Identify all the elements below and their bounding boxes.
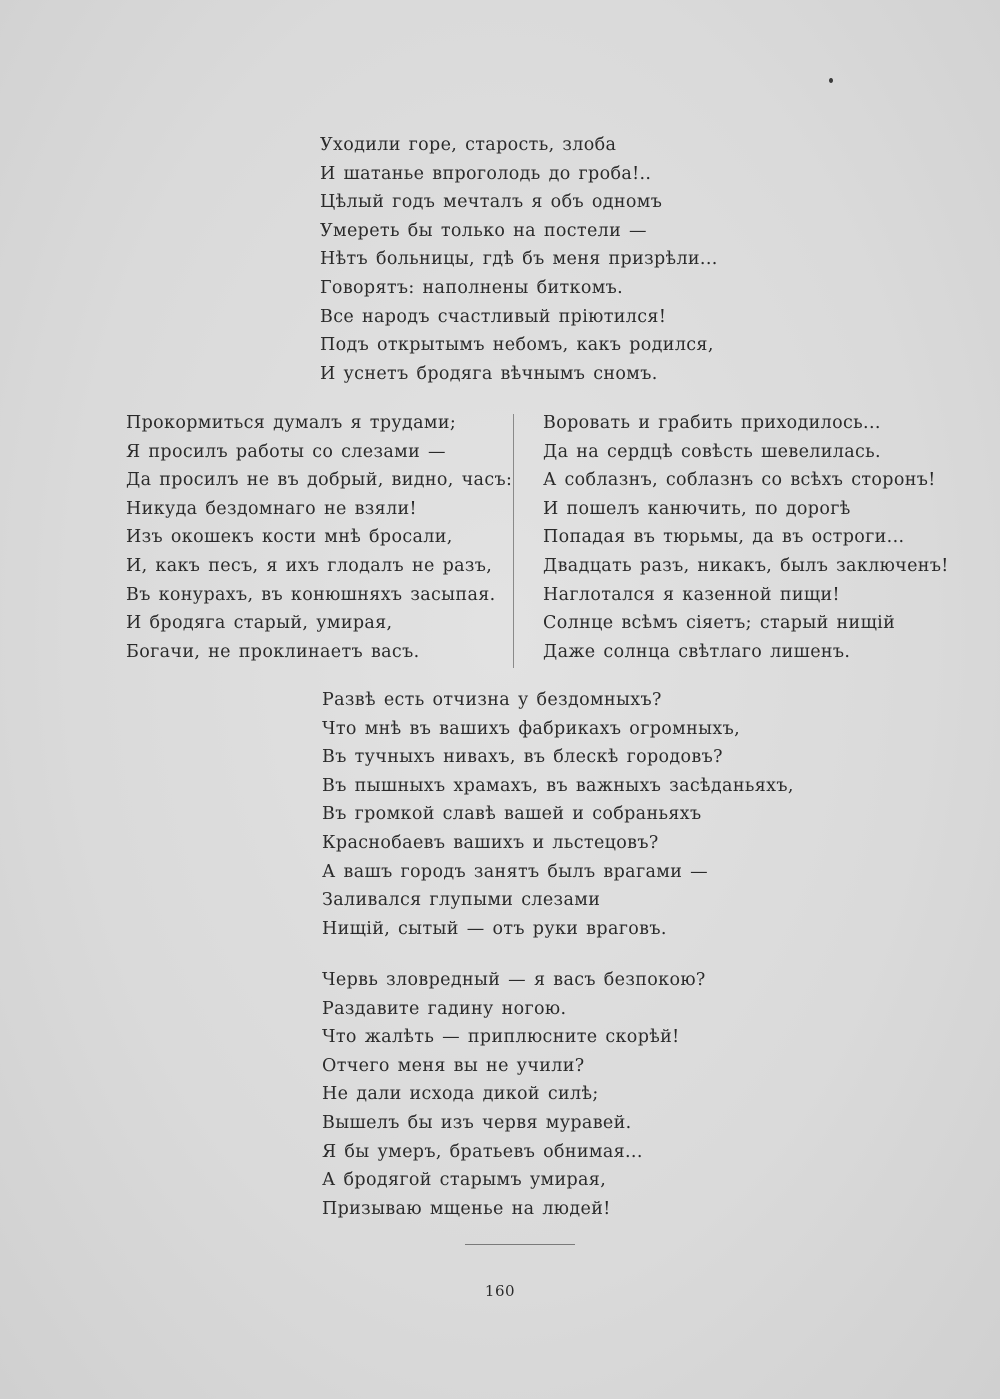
verse-line: И пошелъ канючить, по дорогѣ bbox=[543, 498, 851, 519]
verse-line: Нищій, сытый — отъ руки враговъ. bbox=[322, 918, 667, 939]
verse-line: Никуда бездомнаго не взяли! bbox=[126, 498, 417, 519]
verse-line: Попадая въ тюрьмы, да въ остроги... bbox=[543, 527, 905, 548]
verse-line: Что жалѣть — приплюсните скорѣй! bbox=[322, 1027, 680, 1048]
verse-line: Въ конурахъ, въ конюшняхъ засыпая. bbox=[126, 584, 496, 605]
stanza-3-right-column bbox=[543, 409, 949, 666]
verse-line: Не дали исхода дикой силѣ; bbox=[322, 1084, 599, 1105]
verse-line: Изъ окошекъ кости мнѣ бросали, bbox=[126, 527, 453, 548]
verse-line: Цѣлый годъ мечталъ я объ одномъ bbox=[320, 192, 663, 213]
ink-speck bbox=[829, 78, 833, 83]
verse-line: Въ пышныхъ храмахъ, въ важныхъ засѣданьяхъ, bbox=[322, 775, 794, 796]
stanza-5 bbox=[322, 966, 706, 1223]
verse-line: И, какъ песъ, я ихъ глодалъ не разъ, bbox=[126, 555, 493, 576]
verse-line: Я просилъ работы со слезами — bbox=[126, 441, 446, 462]
verse-line: Раздавите гадину ногою. bbox=[322, 998, 567, 1019]
verse-line: И шатанье впроголодь до гроба!.. bbox=[320, 163, 652, 184]
stanza-2-left-column bbox=[126, 409, 512, 666]
verse-line: Умереть бы только на постели — bbox=[320, 220, 647, 241]
stanza-1 bbox=[320, 131, 718, 388]
verse-line: Подъ открытымъ небомъ, какъ родился, bbox=[320, 335, 714, 356]
verse-line: И бродяга старый, умирая, bbox=[126, 613, 393, 634]
verse-line: Воровать и грабить приходилось... bbox=[543, 413, 881, 433]
verse-line: Прокормиться думалъ я трудами; bbox=[126, 413, 457, 433]
verse-line: Заливался глупыми слезами bbox=[322, 890, 601, 911]
column-divider bbox=[513, 414, 514, 668]
verse-line: Что мнѣ въ вашихъ фабрикахъ огромныхъ, bbox=[322, 718, 741, 739]
end-rule bbox=[465, 1244, 575, 1245]
verse-line: Двадцать разъ, никакъ, былъ заключенъ! bbox=[543, 555, 949, 576]
verse-line: И уснетъ бродяга вѣчнымъ сномъ. bbox=[320, 363, 658, 384]
verse-line: Вышелъ бы изъ червя муравей. bbox=[322, 1112, 632, 1133]
verse-line: Нѣтъ больницы, гдѣ бъ меня призрѣли... bbox=[320, 249, 718, 270]
verse-line: Червь зловредный — я васъ безпокою? bbox=[322, 970, 706, 990]
verse-line: Я бы умеръ, братьевъ обнимая... bbox=[322, 1141, 643, 1162]
verse-line: Говорятъ: наполнены биткомъ. bbox=[320, 277, 624, 298]
verse-line: А бродягой старымъ умирая, bbox=[322, 1170, 607, 1191]
verse-line: Да на сердцѣ совѣсть шевелилась. bbox=[543, 441, 881, 462]
verse-line: А соблазнъ, соблазнъ со всѣхъ сторонъ! bbox=[543, 470, 936, 491]
verse-line: Въ тучныхъ нивахъ, въ блескѣ городовъ? bbox=[322, 747, 723, 768]
verse-line: А вашъ городъ занятъ былъ врагами — bbox=[322, 861, 708, 882]
verse-line: Солнце всѣмъ сіяетъ; старый нищій bbox=[543, 613, 896, 634]
verse-line: Наглотался я казенной пищи! bbox=[543, 584, 840, 605]
verse-line: Все народъ счастливый пріютился! bbox=[320, 306, 667, 327]
verse-line: Отчего меня вы не учили? bbox=[322, 1055, 585, 1076]
verse-line: Да просилъ не въ добрый, видно, часъ: bbox=[126, 470, 513, 491]
verse-line: Призываю мщенье на людей! bbox=[322, 1198, 611, 1219]
verse-line: Богачи, не проклинаетъ васъ. bbox=[126, 641, 420, 662]
verse-line: Даже солнца свѣтлаго лишенъ. bbox=[543, 641, 851, 662]
stanza-4 bbox=[322, 686, 794, 943]
page-number: 160 bbox=[484, 1282, 516, 1300]
verse-line: Въ громкой славѣ вашей и собраньяхъ bbox=[322, 804, 702, 825]
verse-line: Краснобаевъ вашихъ и льстецовъ? bbox=[322, 832, 659, 853]
verse-line: Уходили горе, старость, злоба bbox=[320, 135, 617, 155]
verse-line: Развѣ есть отчизна у бездомныхъ? bbox=[322, 690, 662, 710]
